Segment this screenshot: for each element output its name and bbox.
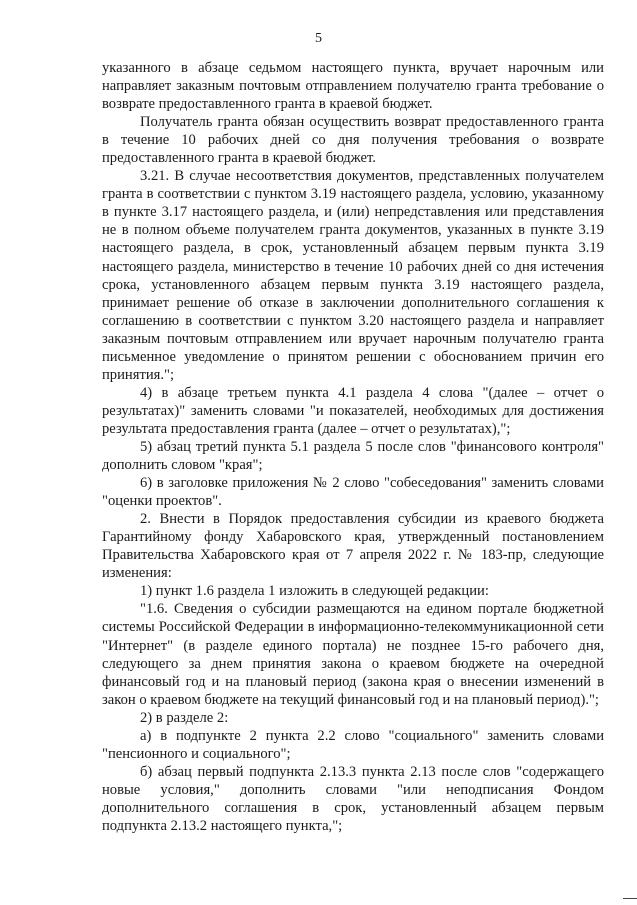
paragraph-item-5: 5) абзац третий пункта 5.1 раздела 5 после слов "финансового контроля" дополнить словом "края"; [102,438,604,474]
paragraph-item-6: 6) в заголовке приложения № 2 слово "собеседования" заменить словами "оценки проектов". [102,475,604,510]
scan-edge-mark [623,898,637,899]
paragraph-item-1: 1) пункт 1.6 раздела 1 изложить в следующей редакции: [140,583,489,600]
document-body [102,59,604,835]
paragraph-section-2: 2. Внести в Порядок предоставления субсидии из краевого бюджета Гарантийному фонду Хабаровского края, утвержденный постановлением Правительства Хабаровского края от 7 апреля 2022 г. № 183-пр, следующие изменения: [102,511,604,582]
paragraph-subitem-a: а) в подпункте 2 пункта 2.2 слово "социального" заменить словами "пенсионного и социального"; [102,727,604,762]
paragraph-continuation: указанного в абзаце седьмом настоящего пункта, вручает нарочным или направляет заказным почтовым отправлением получателю гранта требование о возврате предоставленного гранта в краевой бюджет. [102,60,604,113]
paragraph-item-2: 2) в разделе 2: [140,709,229,726]
paragraph-quote-1-6: "1.6. Сведения о субсидии размещаются на едином портале бюджетной системы Российской Федерации в информационно-телекоммуникационной сети "Интернет" (в разделе единого портала) не позднее 15-го рабочего дня, следующего за днем принятия закона о краевом бюджете на очередной финансовый год и на плановый период (закона края о внесении изменений в закон о краевом бюджете на текущий финансовый год и на плановый период)."; [102,601,604,708]
page-number: 5 [315,31,322,46]
paragraph-3-21: 3.21. В случае несоответствия документов, представленных получателем гранта в соответствии с пунктом 3.19 настоящего раздела, условию, указанному в пункте 3.17 настоящего раздела, и (или) непредставления или представления не в полном объеме получателем гранта документов, указанных в пункте 3.19 настоящего раздела, в срок, установленный абзацем первым пункта 3.19 настоящего раздела, министерство в течение 10 рабочих дней со дня истечения срока, установленного абзацем первым пункта 3.19 настоящего раздела, принимает решение об отказе в заключении дополнительного соглашения к соглашению в соответствии с пунктом 3.20 настоящего раздела и направляет заказным почтовым отправлением или вручает нарочным получателю гранта письменное уведомление о принятом решении с обоснованием причин его принятия."; [102,168,604,383]
paragraph-subitem-b: б) абзац первый подпункта 2.13.3 пункта 2.13 после слов "содержащего новые условия," дополнить словами "или неподписания Фондом дополнительного соглашения в срок, установленный абзацем первым подпункта 2.13.2 настоящего пункта,"; [102,763,604,834]
paragraph-grant-return: Получатель гранта обязан осуществить возврат предоставленного гранта в течение 10 рабочих дней со дня получения требования о возврате предоставленного гранта в краевой бюджет. [102,114,604,167]
paragraph-item-4: 4) в абзаце третьем пункта 4.1 раздела 4 слова "(далее – отчет о результатах)" заменить словами "и показателей, необходимых для достижения результата предоставления гранта (далее – отчет о результатах),"; [102,384,604,437]
